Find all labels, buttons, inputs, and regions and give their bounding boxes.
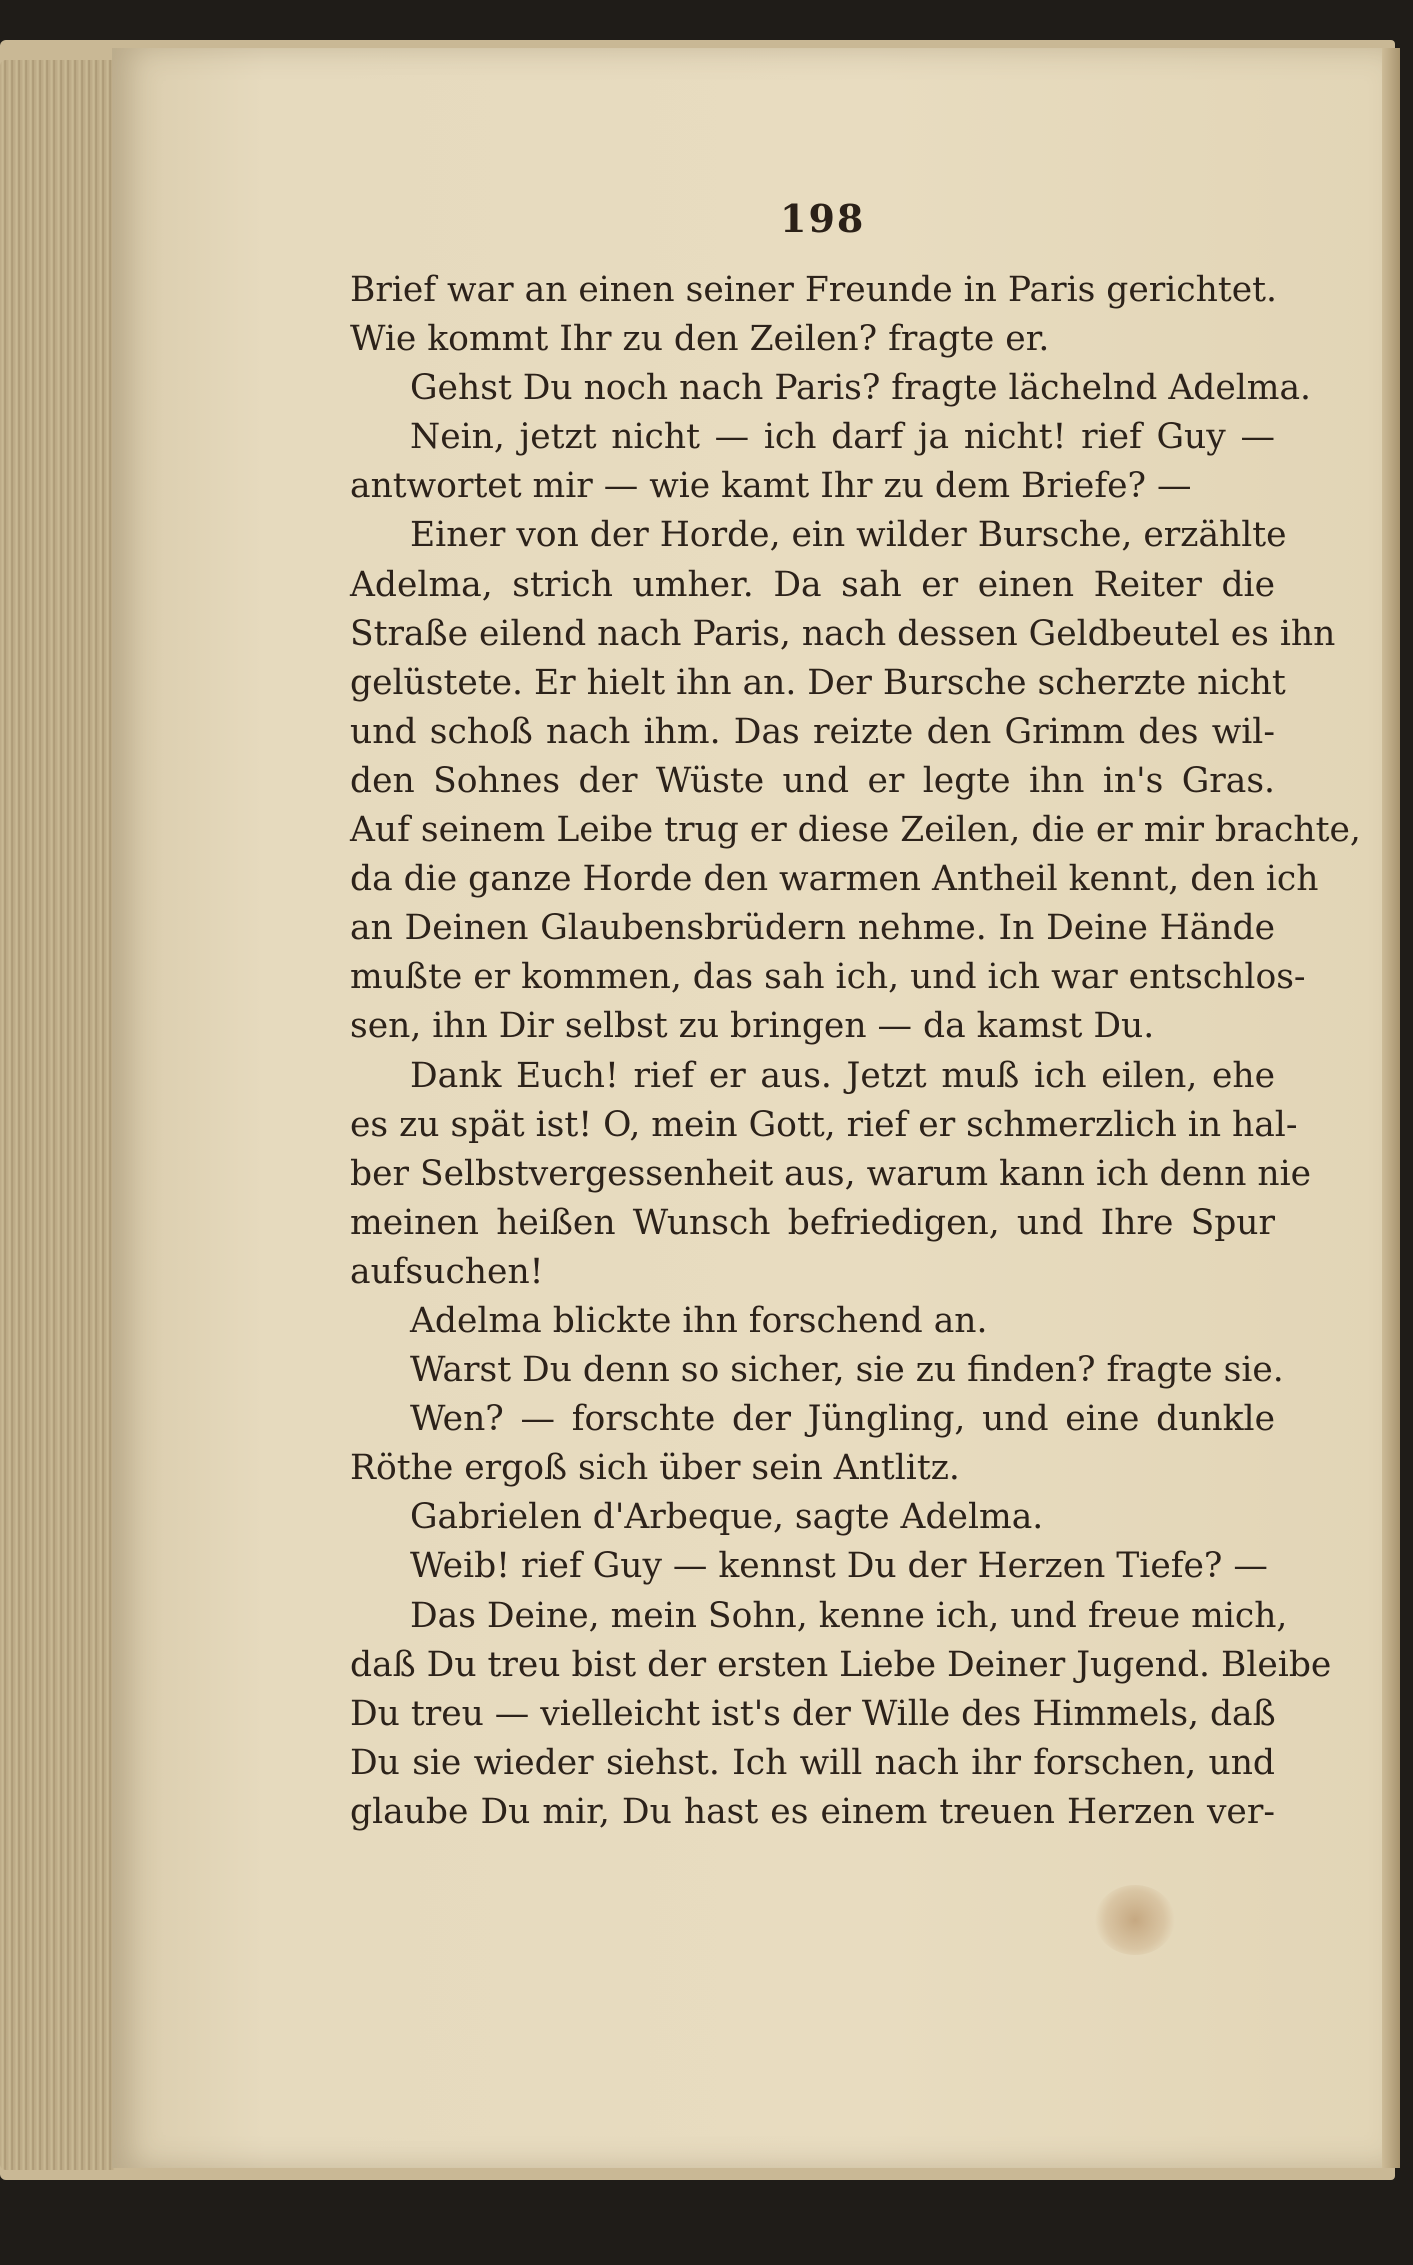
text-line: und schoß nach ihm. Das reizte den Grimm des wil- <box>350 711 1275 752</box>
text-line: meinen heißen Wunsch befriedigen, und Ihre Spur <box>350 1202 1275 1243</box>
text-line: Das Deine, mein Sohn, kenne ich, und freue mich, <box>410 1595 1288 1636</box>
page-text <box>350 266 1361 1837</box>
text-line: Straße eilend nach Paris, nach dessen Geldbeutel es ihn <box>350 613 1336 654</box>
text-line: glaube Du mir, Du hast es einem treuen Herzen ver- <box>350 1791 1275 1832</box>
text-line: ber Selbstvergessenheit aus, warum kann ich denn nie <box>350 1153 1312 1194</box>
page-right-edge <box>1382 48 1400 2168</box>
page-edges <box>0 60 115 2170</box>
text-line: Warst Du denn so sicher, sie zu finden? fragte sie. <box>410 1350 1284 1391</box>
text-line: Brief war an einen seiner Freunde in Paris gerichtet. <box>350 270 1277 310</box>
text-line: da die ganze Horde den warmen Antheil kennt, den ich <box>350 859 1319 900</box>
text-line: aufsuchen! <box>350 1251 544 1292</box>
text-line: Gehst Du noch nach Paris? fragte lächelnd Adelma. <box>410 368 1312 409</box>
text-line: mußte er kommen, das sah ich, und ich war entschlos- <box>350 957 1306 998</box>
text-line: Du treu — vielleicht ist's der Wille des Himmels, daß <box>350 1693 1276 1734</box>
text-line: antwortet mir — wie kamt Ihr zu dem Briefe? — <box>350 466 1192 507</box>
text-line: Nein, jetzt nicht — ich darf ja nicht! rief Guy — <box>410 417 1275 458</box>
text-line: Adelma, strich umher. Da sah er einen Reiter die <box>350 564 1275 605</box>
text-line: Wie kommt Ihr zu den Zeilen? fragte er. <box>350 319 1050 360</box>
paper-stain <box>1095 1885 1175 1955</box>
text-line: an Deinen Glaubensbrüdern nehme. In Deine Hände <box>350 908 1275 949</box>
text-line: Röthe ergoß sich über sein Antlitz. <box>350 1448 960 1489</box>
text-line: gelüstete. Er hielt ihn an. Der Bursche scherzte nicht <box>350 662 1286 703</box>
text-line: Dank Euch! rief er aus. Jetzt muß ich eilen, ehe <box>410 1055 1275 1096</box>
text-line: sen, ihn Dir selbst zu bringen — da kamst Du. <box>350 1006 1155 1047</box>
page-number: 198 <box>780 196 866 241</box>
text-line: Wen? — forschte der Jüngling, und eine dunkle <box>410 1399 1275 1440</box>
text-line: Auf seinem Leibe trug er diese Zeilen, die er mir brachte, <box>350 810 1361 851</box>
text-line: es zu spät ist! O, mein Gott, rief er schmerzlich in hal- <box>350 1104 1298 1145</box>
text-line: Einer von der Horde, ein wilder Bursche, erzählte <box>410 515 1287 556</box>
text-line: Du sie wieder siehst. Ich will nach ihr forschen, und <box>350 1742 1275 1783</box>
text-line: den Sohnes der Wüste und er legte ihn in's Gras. <box>350 760 1275 801</box>
text-line: daß Du treu bist der ersten Liebe Deiner Jugend. Bleibe <box>350 1644 1332 1685</box>
text-line: Adelma blickte ihn forschend an. <box>410 1300 988 1341</box>
text-line: Weib! rief Guy — kennst Du der Herzen Tiefe? — <box>410 1546 1268 1587</box>
text-line: Gabrielen d'Arbeque, sagte Adelma. <box>410 1497 1044 1538</box>
